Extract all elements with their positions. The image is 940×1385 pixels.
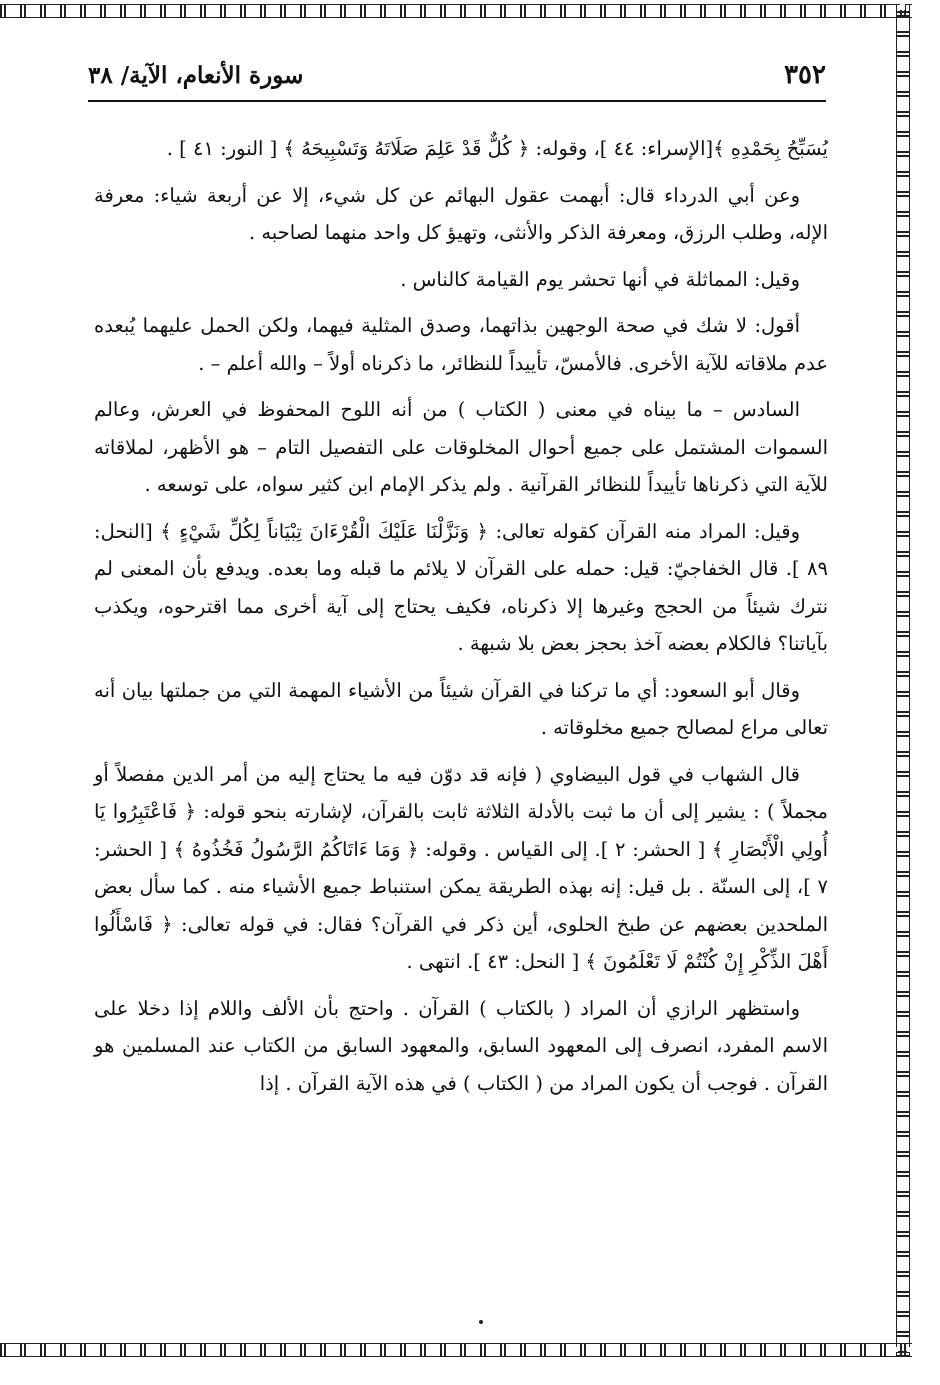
- paragraph: وقال أبو السعود: أي ما تركنا في القرآن شيئاً من الأشياء المهمة التي من جملتها بيان أنه تعالى مراع لمصالح جميع مخلوقاته .: [94, 678, 828, 739]
- running-head: سورة الأنعام، الآية/ ٣٨: [88, 62, 304, 89]
- paragraph: وقيل: المماثلة في أنها تحشر يوم القيامة كالناس .: [400, 267, 800, 291]
- page-dot: [479, 1320, 483, 1324]
- page-body: [94, 130, 828, 1111]
- right-chain-border: [896, 4, 910, 1357]
- bottom-chain-border: [0, 1343, 912, 1357]
- page-header: [88, 60, 826, 102]
- page-number: ٣٥٢: [784, 60, 826, 90]
- paragraph: السادس – ما بيناه في معنى ( الكتاب ) من أنه اللوح المحفوظ في العرش، وعالم السموات المشتمل على جميع أحوال المخلوقات على التفصيل التام – هو الأظهر، لملاقاته للآية التي ذكرناها تأييداً للنظائر القرآنية . ولم يذكر الإمام ابن كثير سواه، على توسعه .: [94, 398, 828, 496]
- paragraph: وقيل: المراد منه القرآن كقوله تعالى: ﴿ وَنَزَّلْنَا عَلَيْكَ الْقُرْءَانَ تِبْيَاناً لِكُلِّ شَيْءٍ ﴾ [النحل: ٨٩ ]. قال الخفاجيّ: قيل: حمله على القرآن لا يلائم ما قبله وما بعده. ويدفع بأن المعنى لم نترك شيئاً من الحجج وغيرها إلا ذكرناه، فكيف يحتاج إلى آية أخرى مما اقترحوه، ويكذب بآياتنا؟ فالكلام بعضه آخذ بحجز بعض بلا شبهة .: [94, 519, 828, 655]
- paragraph: وعن أبي الدرداء قال: أبهمت عقول البهائم عن كل شيء، إلا عن أربعة شياء: معرفة الإله، وطلب الرزق، ومعرفة الذكر والأنثى، وتهيؤ كل واحد منهما لصاحبه .: [94, 183, 828, 244]
- paragraph: يُسَبِّحُ بِحَمْدِهِ ﴾[الإسراء: ٤٤ ]، وقوله: ﴿ كُلٌّ قَدْ عَلِمَ صَلَاتَهُ وَتَسْبِيحَهُ ﴾ [ النور: ٤١ ] .: [166, 137, 828, 160]
- paragraph: قال الشهاب في قول البيضاوي ( فإنه قد دوّن فيه ما يحتاج إليه من أمر الدين مفصلاً أو مجملاً ) : يشير إلى أن ما ثبت بالأدلة الثلاثة ثابت بالقرآن، لإشارته بنحو قوله: ﴿ فَاعْتَبِرُوا يَا أُولِي الْأَبْصَارِ ﴾ [ الحشر: ٢ ]. إلى القياس . وقوله: ﴿ وَمَا ءَاتَاكُمُ الرَّسُولُ فَخُذُوهُ ﴾ [ الحشر: ٧ ]، إلى السنّة . بل قيل: إنه بهذه الطريقة يمكن استنباط جميع الأشياء منه . كما سأل بعض الملحدين بعضهم عن طبخ الحلوى، أين ذكر في القرآن؟ فقال: في قوله تعالى: ﴿ فَاسْأَلُوا أَهْلَ الذِّكْرِ إِنْ كُنْتُمْ لَا تَعْلَمُونَ ﴾ [ النحل: ٤٣ ]. انتهى .: [94, 762, 828, 973]
- paragraph: أقول: لا شك في صحة الوجهين بذاتهما، وصدق المثلية فيهما، ولكن الحمل عليهما يُبعده عدم ملاقاته للآية الأخرى. فالأمسّ، تأييداً للنظائر، ما ذكرناه أولاً – والله أعلم – .: [94, 314, 828, 375]
- top-chain-border: [0, 4, 912, 18]
- paragraph: واستظهر الرازي أن المراد ( بالكتاب ) القرآن . واحتج بأن الألف واللام إذا دخلا على الاسم المفرد، انصرف إلى المعهود السابق، والمعهود السابق من الكتاب عند المسلمين هو القرآن . فوجب أن يكون المراد من ( الكتاب ) في هذه الآية القرآن . إذا: [94, 996, 828, 1095]
